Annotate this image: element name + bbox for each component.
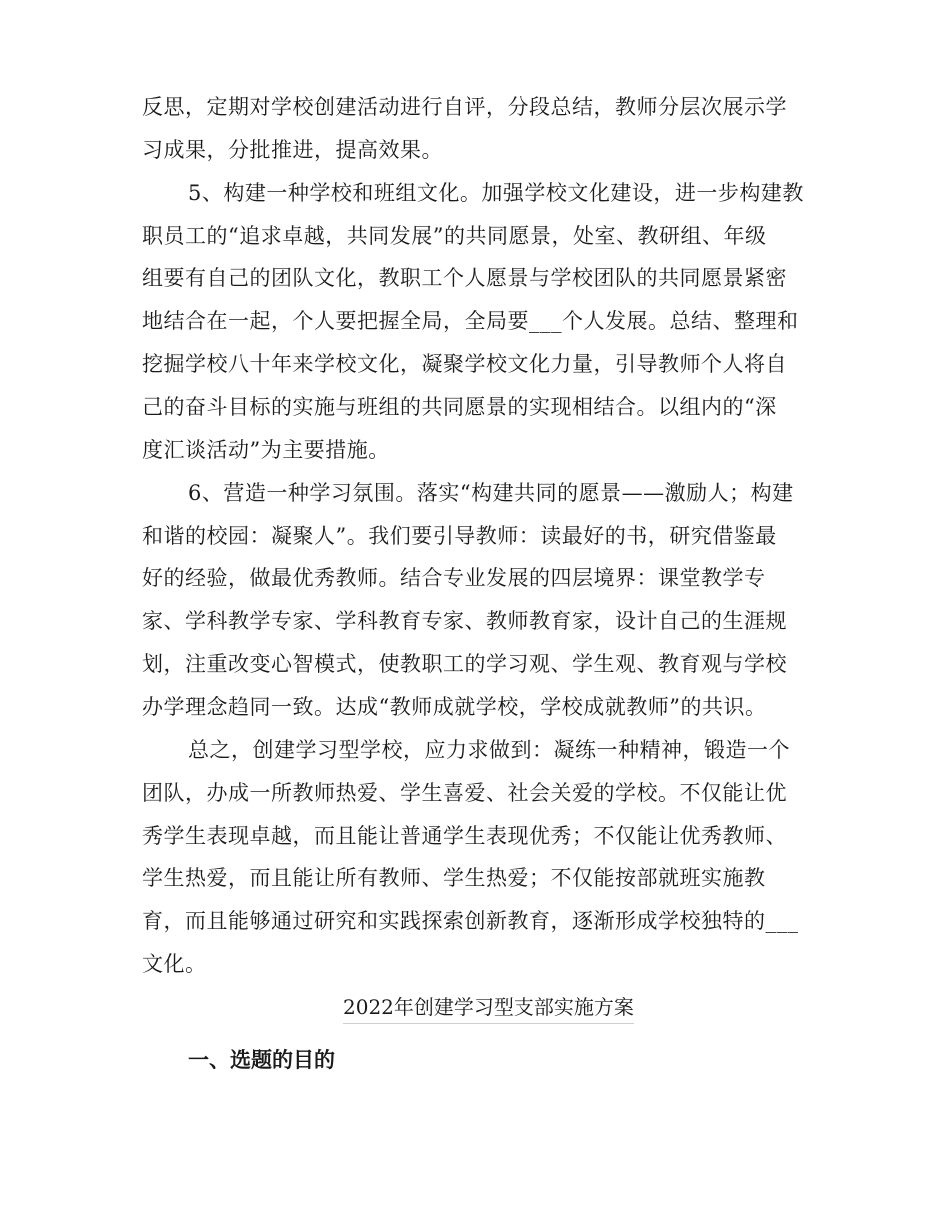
section-heading: 一、选题的目的 <box>188 1047 335 1072</box>
paragraph-6-line-6: 办学理念趋同一致。达成“教师成就学校，学校成就教师”的共识。 <box>142 695 767 719</box>
paragraph-6-line-1: 6、营造一种学习氛围。落实“构建共同的愿景——激励人；构建 <box>188 481 794 505</box>
paragraph-5-line-2: 职员工的“追求卓越，共同发展”的共同愿景，处室、教研组、年级 <box>142 224 767 248</box>
paragraph-5-line-4: 地结合在一起，个人要把握全局，全局要___个人发展。总结、整理和 <box>142 309 799 333</box>
paragraph-5-line-6: 己的奋斗目标的实施与班组的共同愿景的实现相结合。以组内的“深 <box>142 395 777 419</box>
paragraph-6-line-2: 和谐的校园：凝聚人”。我们要引导教师：读最好的书，研究借鉴最 <box>142 524 777 548</box>
summary-line-4: 学生热爱，而且能让所有教师、学生热爱；不仅能按部就班实施教 <box>142 866 766 890</box>
paragraph-6-line-3: 好的经验，做最优秀教师。结合专业发展的四层境界：课堂教学专 <box>142 566 766 590</box>
paragraph-5-line-3: 组要有自己的团队文化，教职工个人愿景与学校团队的共同愿景紧密 <box>142 266 787 290</box>
summary-line-2: 团队，办成一所教师热爱、学生喜爱、社会关爱的学校。不仅能让优 <box>142 781 787 805</box>
paragraph-5-line-1: 5、构建一种学校和班组文化。加强学校文化建设，进一步构建教 <box>188 181 804 205</box>
section-title: 2022年创建学习型支部实施方案 <box>343 995 634 1024</box>
paragraph-6-line-4: 家、学科教学专家、学科教育专家、教师教育家，设计自己的生涯规 <box>142 609 787 633</box>
paragraph-5-line-7: 度汇谈活动”为主要措施。 <box>142 438 390 462</box>
paragraph-5-line-5: 挖掘学校八十年来学校文化，凝聚学校文化力量，引导教师个人将自 <box>142 352 787 376</box>
paragraph-6-line-5: 划，注重改变心智模式，使教职工的学习观、学生观、教育观与学校 <box>142 652 787 676</box>
summary-line-5: 育，而且能够通过研究和实践探索创新教育，逐渐形成学校独特的___ <box>142 909 799 933</box>
summary-line-6: 文化。 <box>142 952 207 976</box>
summary-line-1: 总之，创建学习型学校，应力求做到：凝练一种精神，锻造一个 <box>188 738 790 762</box>
summary-line-3: 秀学生表现卓越，而且能让普通学生表现优秀；不仅能让优秀教师、 <box>142 824 787 848</box>
body-line-2: 习成果，分批推进，提高效果。 <box>142 138 443 162</box>
body-line-1: 反思，定期对学校创建活动进行自评，分段总结，教师分层次展示学 <box>142 95 787 119</box>
